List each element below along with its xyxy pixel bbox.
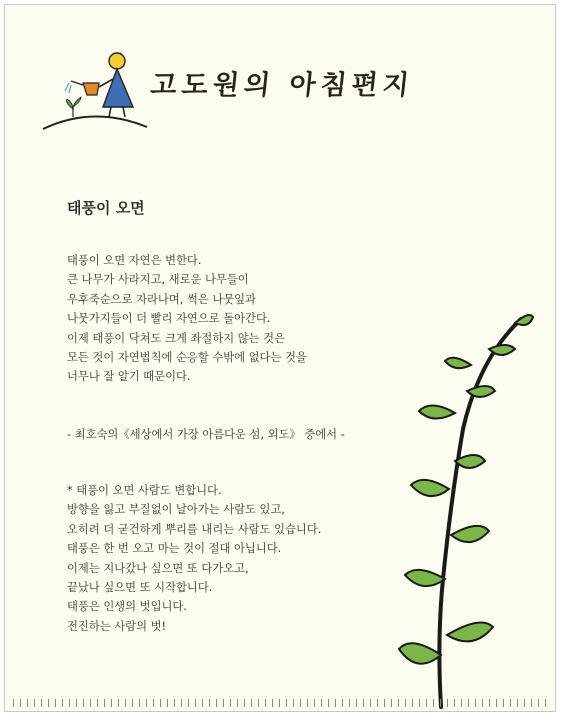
letter-card bbox=[4, 4, 556, 712]
letter-title: 태풍이 오면 bbox=[67, 199, 145, 217]
gardener-logo bbox=[41, 47, 151, 133]
paragraph-line: 오히려 더 굳건하게 뿌리를 내리는 사람도 있습니다. bbox=[67, 522, 322, 536]
paragraph-line: * 태풍이 오면 사람도 변합니다. bbox=[67, 484, 222, 497]
brand-title: 고도원의 아침편지 bbox=[149, 70, 416, 101]
perforated-edge bbox=[13, 699, 547, 707]
vine-illustration bbox=[397, 309, 537, 709]
paragraph-line: 모든 것이 자연법칙에 순응할 수밖에 없다는 것을 bbox=[67, 350, 307, 364]
paragraph-line: 방향을 잃고 부질없이 날아가는 사람도 있고, bbox=[67, 503, 285, 517]
letter-paragraph-2 bbox=[67, 481, 321, 636]
paragraph-line: 이제는 지나갔나 싶으면 또 다가오고, bbox=[67, 561, 249, 575]
paragraph-line: 전진하는 사람의 벗! bbox=[67, 619, 167, 633]
paragraph-line: 이제 태풍이 닥쳐도 크게 좌절하지 않는 것은 bbox=[67, 331, 285, 345]
paragraph-line: 태풍은 인생의 벗입니다. bbox=[67, 600, 187, 614]
paragraph-line: 우후죽순으로 자라나며, 썩은 나뭇잎과 bbox=[67, 292, 256, 306]
paragraph-line: 큰 나무가 사라지고, 새로운 나무들이 bbox=[67, 273, 249, 287]
paragraph-line: 끝났나 싶으면 또 시작합니다. bbox=[67, 580, 213, 594]
paragraph-line: 태풍이 오면 자연은 변한다. bbox=[67, 254, 202, 267]
letter-paragraph-1 bbox=[67, 251, 307, 387]
source-citation: - 최호숙의《세상에서 가장 아름다운 섬, 외도》 중에서 - bbox=[67, 428, 345, 441]
paragraph-line: 너무나 잘 알기 때문이다. bbox=[67, 370, 191, 384]
paragraph-line: 나뭇가지들이 더 빨리 자연으로 돌아간다. bbox=[67, 312, 271, 326]
paragraph-line: 태풍은 한 번 오고 마는 것이 절대 아닙니다. bbox=[67, 542, 282, 556]
